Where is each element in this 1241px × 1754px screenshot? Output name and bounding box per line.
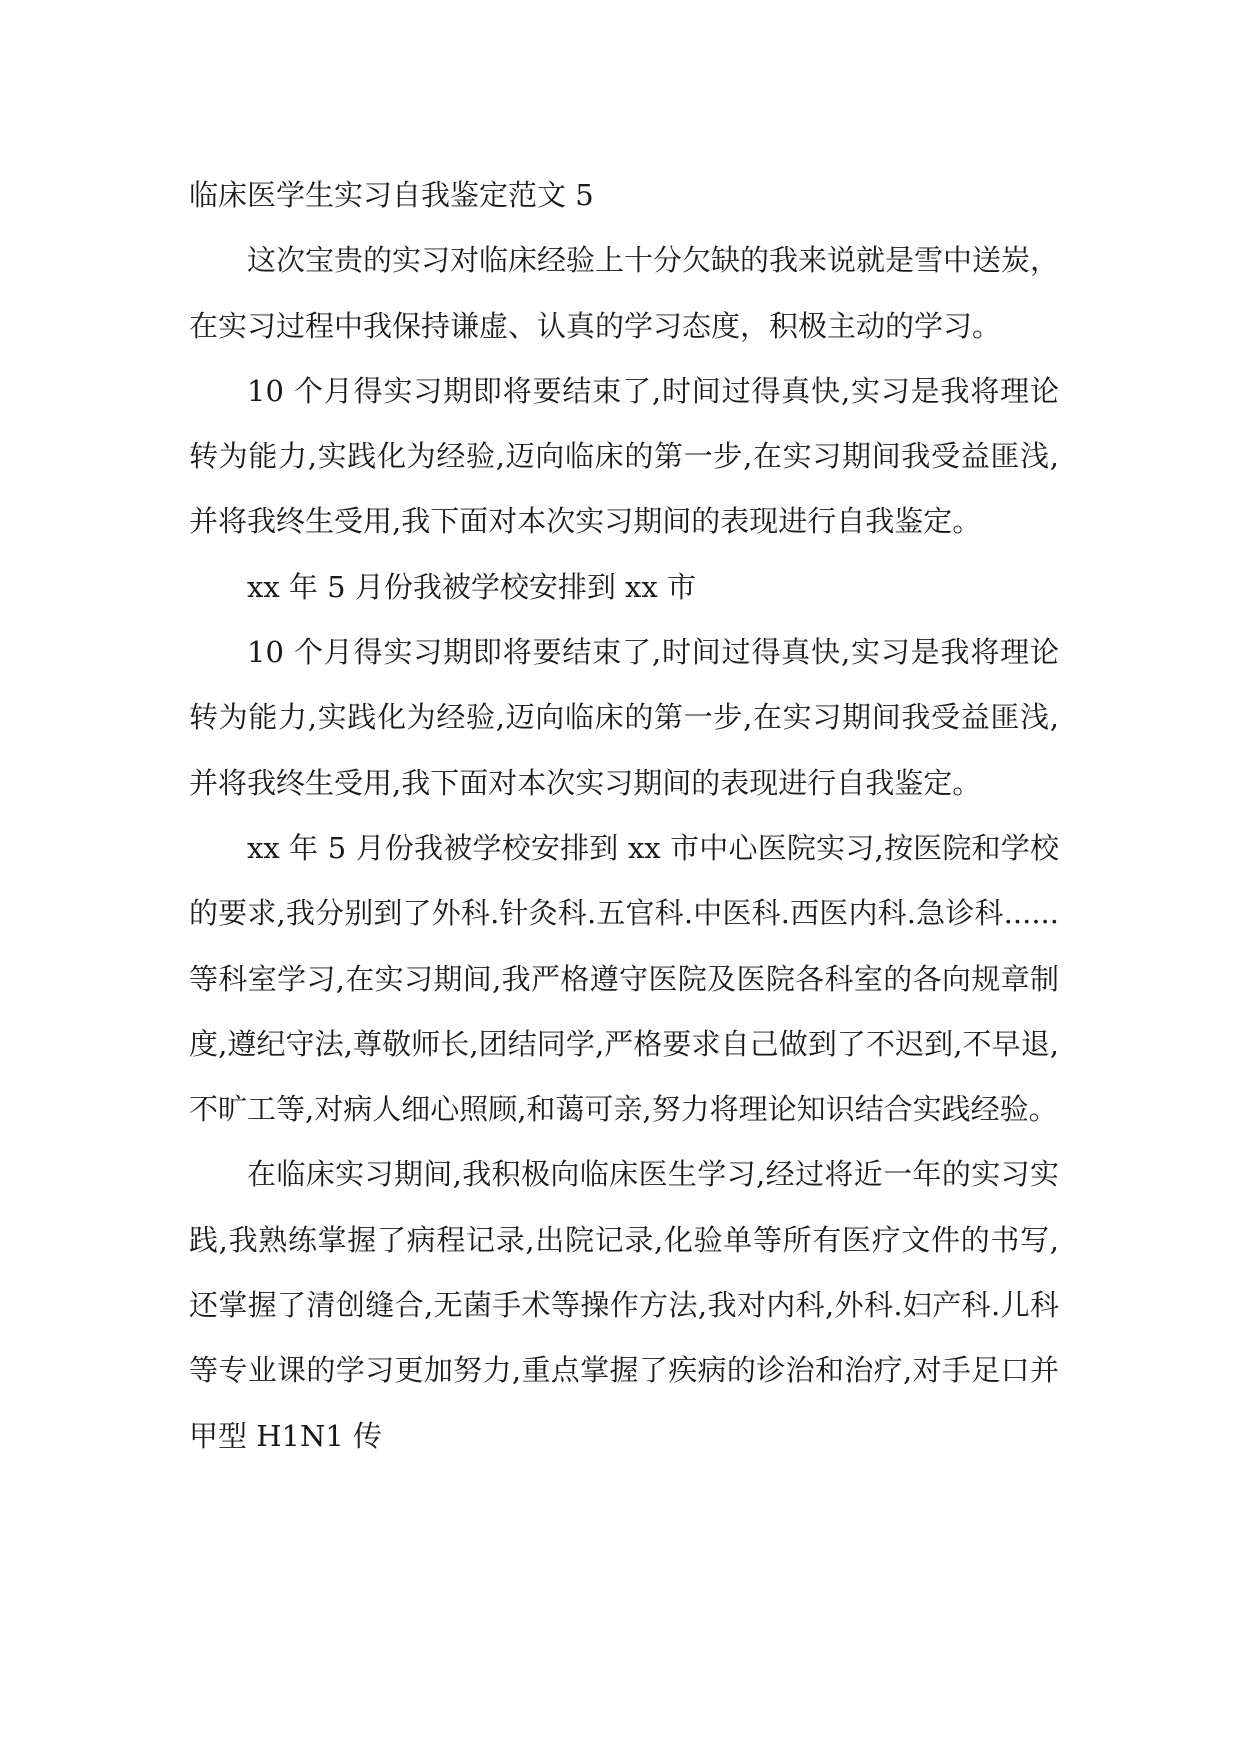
paragraph: 10 个月得实习期即将要结束了,时间过得真快,实习是我将理论转为能力,实践化为经验,迈向临床的第一步,在实习期间我受益匪浅,并将我终生受用,我下面对本次实习期间的表现进行自我鉴定。 <box>189 373 1059 539</box>
paragraph: 在临床实习期间,我积极向临床医生学习,经过将近一年的实习实践,我熟练掌握了病程记录,出院记录,化验单等所有医疗文件的书写,还掌握了清创缝合,无菌手术等操作方法,我对内科,外科.妇产科.儿科等专业课的学习更加努力,重点掌握了疾病的诊治和治疗,对手足口并甲型 H1N1 传 <box>189 1157 1059 1453</box>
paragraph: 10 个月得实习期即将要结束了,时间过得真快,实习是我将理论转为能力,实践化为经验,迈向临床的第一步,在实习期间我受益匪浅,并将我终生受用,我下面对本次实习期间的表现进行自我鉴定。 <box>189 635 1059 800</box>
paragraph: xx 年 5 月份我被学校安排到 xx 市中心医院实习,按医院和学校的要求,我分别到了外科.针灸科.五官科.中医科.西医内科.急诊科......等科室学习,在实习期间,我严格遵守医院及医院各科室的各向规章制度,遵纪守法,尊敬师长,团结同学,严格要求自己做到了不迟到,不早退,不旷工等,对病人细心照顾,和蔼可亲,努力将理论知识结合实践经验。 <box>189 830 1059 1127</box>
document-title: 临床医学生实习自我鉴定范文 5 <box>189 178 594 212</box>
paragraph: xx 年 5 月份我被学校安排到 xx 市 <box>247 569 696 604</box>
document-body <box>189 163 1059 1469</box>
paragraph: 这次宝贵的实习对临床经验上十分欠缺的我来说就是雪中送炭，在实习过程中我保持谦虚、认真的学习态度，积极主动的学习。 <box>189 243 1060 343</box>
